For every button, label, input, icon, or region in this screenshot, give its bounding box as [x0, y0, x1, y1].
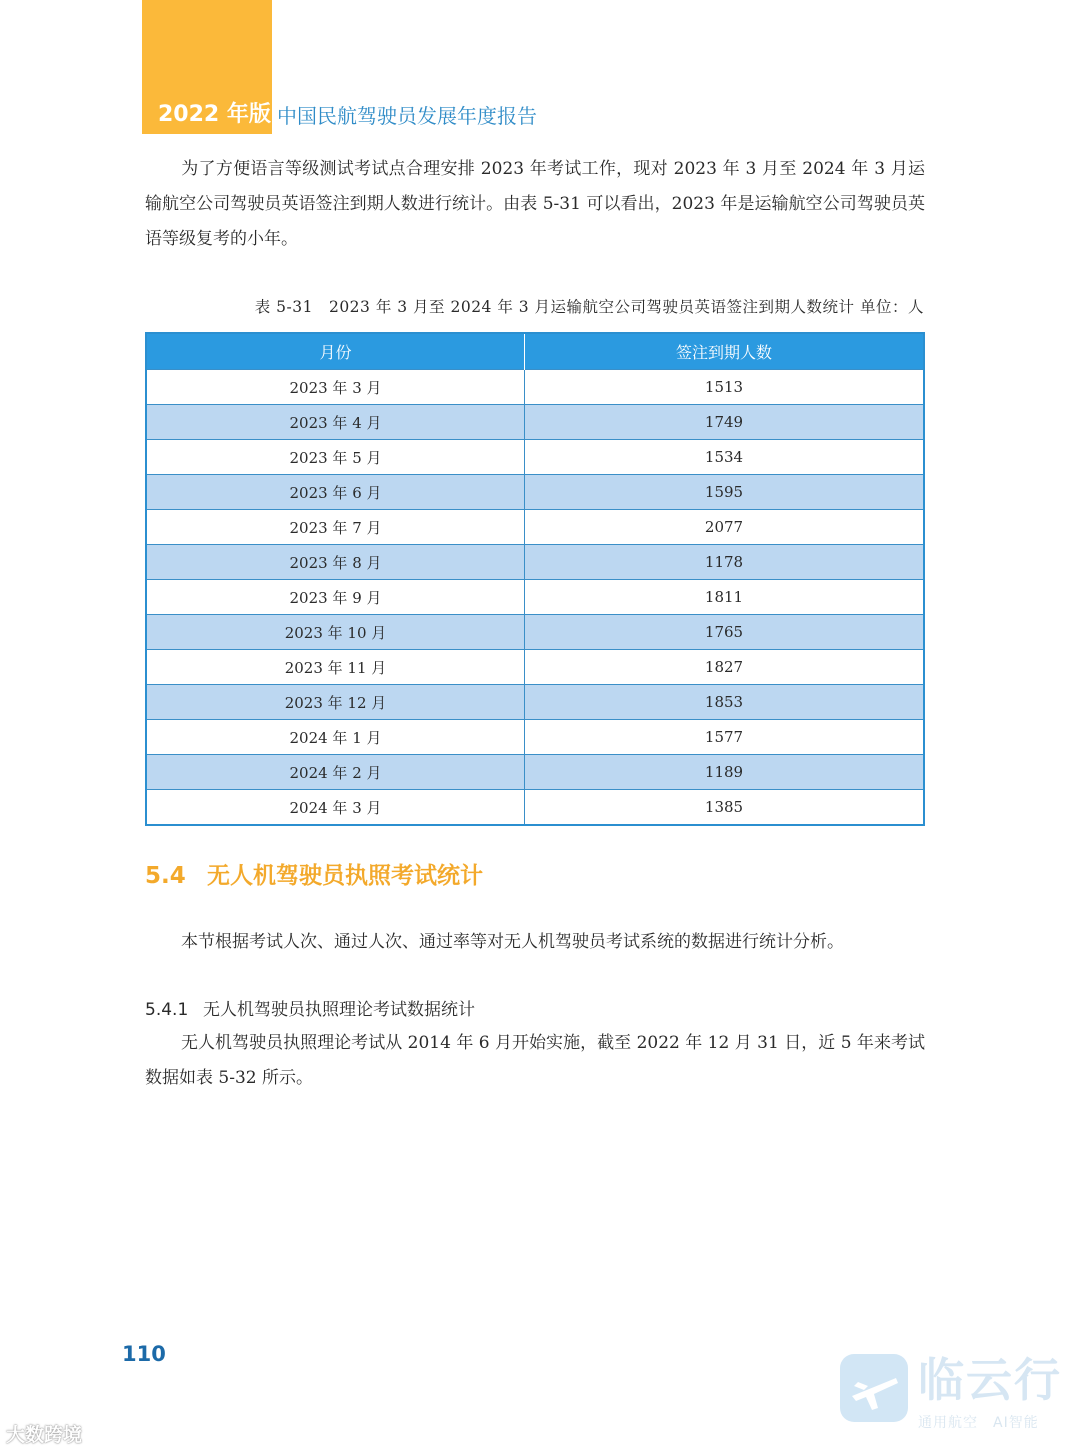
column-header-count: 签注到期人数 — [525, 333, 925, 370]
count-cell: 1765 — [525, 615, 925, 650]
section-intro-paragraph — [145, 925, 925, 960]
month-cell: 2023 年 10 月 — [146, 615, 525, 650]
table-header-row — [146, 333, 924, 370]
intro-paragraph — [145, 152, 925, 257]
month-cell: 2023 年 7 月 — [146, 510, 525, 545]
month-cell: 2024 年 2 月 — [146, 755, 525, 790]
section-heading — [145, 858, 483, 894]
count-cell: 1385 — [525, 790, 925, 826]
subsection-title: 无人机驾驶员执照理论考试数据统计 — [203, 1000, 475, 1020]
header-report-title: 中国民航驾驶员发展年度报告 — [277, 104, 537, 128]
table-row — [146, 545, 924, 580]
table-row — [146, 580, 924, 615]
count-cell: 1534 — [525, 440, 925, 475]
table-row — [146, 405, 924, 440]
table-caption: 表 5-31 2023 年 3 月至 2024 年 3 月运输航空公司驾驶员英语签注到期人数统计 单位：人 — [254, 298, 924, 316]
count-cell: 1811 — [525, 580, 925, 615]
expiry-table — [145, 332, 925, 826]
header-edition: 2022 年版 — [158, 102, 271, 127]
month-cell: 2023 年 12 月 — [146, 685, 525, 720]
watermark-tagline: 通用航空 AI智能 — [918, 1415, 1039, 1431]
month-cell: 2023 年 5 月 — [146, 440, 525, 475]
subsection-paragraph — [145, 1026, 925, 1096]
month-cell: 2023 年 4 月 — [146, 405, 525, 440]
section-number: 5.4 — [145, 863, 186, 889]
watermark-left-text: 大数跨境 — [6, 1424, 83, 1446]
table-row — [146, 790, 924, 826]
watermark-brand-text: 临云行 — [918, 1353, 1062, 1407]
count-cell: 1513 — [525, 370, 925, 405]
count-cell: 1189 — [525, 755, 925, 790]
table-row — [146, 650, 924, 685]
table-row — [146, 685, 924, 720]
count-cell: 1577 — [525, 720, 925, 755]
table-row — [146, 370, 924, 405]
count-cell: 1178 — [525, 545, 925, 580]
section-intro-text: 本节根据考试人次、通过人次、通过率等对无人机驾驶员考试系统的数据进行统计分析。 — [181, 932, 844, 952]
month-cell: 2023 年 8 月 — [146, 545, 525, 580]
month-cell: 2023 年 9 月 — [146, 580, 525, 615]
count-cell: 1853 — [525, 685, 925, 720]
table-row — [146, 510, 924, 545]
intro-paragraph-text: 为了方便语言等级测试考试点合理安排 2023 年考试工作，现对 2023 年 3 月至 2024 年 3 月运输航空公司驾驶员英语签注到期人数进行统计。由表 5-31 可以看出，2023 年是运输航空公司驾驶员英语等级复考的小年。 — [145, 159, 925, 249]
table-row — [146, 755, 924, 790]
subsection-number: 5.4.1 — [145, 1000, 189, 1020]
column-header-month: 月份 — [146, 333, 525, 370]
month-cell: 2023 年 6 月 — [146, 475, 525, 510]
subsection-heading — [145, 996, 475, 1024]
watermark-airplane-logo-icon — [838, 1352, 910, 1424]
table-row — [146, 720, 924, 755]
page-number: 110 — [122, 1342, 166, 1366]
month-cell: 2024 年 3 月 — [146, 790, 525, 826]
count-cell: 2077 — [525, 510, 925, 545]
table-row — [146, 615, 924, 650]
table-row — [146, 475, 924, 510]
count-cell: 1595 — [525, 475, 925, 510]
count-cell: 1749 — [525, 405, 925, 440]
subsection-paragraph-text: 无人机驾驶员执照理论考试从 2014 年 6 月开始实施，截至 2022 年 12 月 31 日，近 5 年来考试数据如表 5-32 所示。 — [145, 1033, 925, 1088]
count-cell: 1827 — [525, 650, 925, 685]
month-cell: 2023 年 11 月 — [146, 650, 525, 685]
month-cell: 2023 年 3 月 — [146, 370, 525, 405]
month-cell: 2024 年 1 月 — [146, 720, 525, 755]
table-row — [146, 440, 924, 475]
section-title: 无人机驾驶员执照考试统计 — [207, 863, 483, 889]
